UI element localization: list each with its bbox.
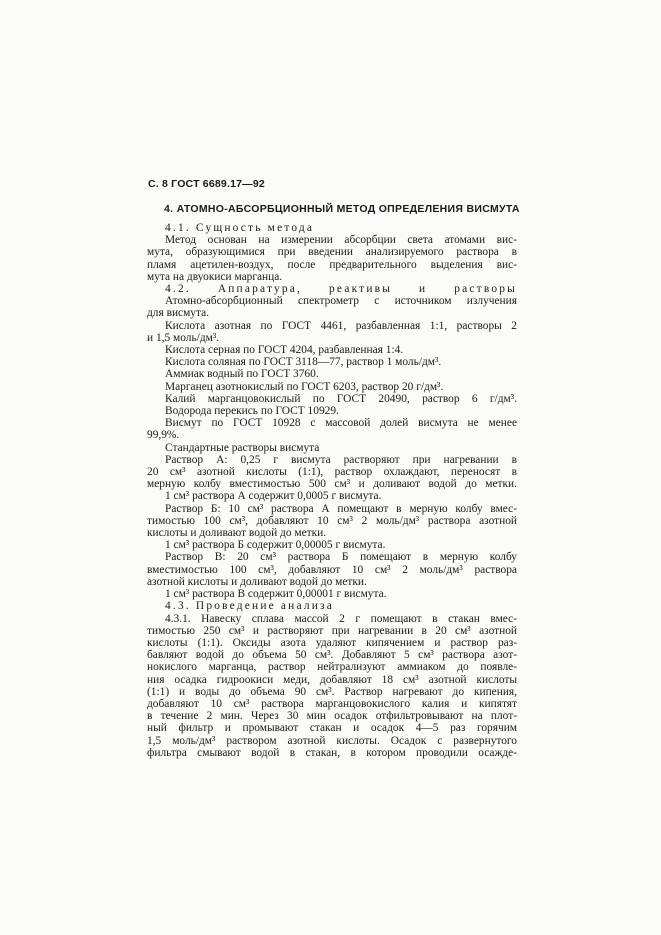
text-line: Кислота серная по ГОСТ 4204, разбавленная 1:4. [165, 344, 404, 357]
text-line: Метод основан на измерении абсорбции света атомами вис- [165, 234, 517, 247]
text-line: Стандартные растворы висмута [165, 441, 320, 454]
text-line: Висмут по ГОСТ 10928 с массовой долей висмута не менее [165, 417, 517, 430]
text-line: 4.3. Проведение анализа [165, 600, 334, 613]
text-line: 4.2. Аппаратура, реактивы и растворы [165, 283, 517, 296]
text-line: ния осадка гидроокиси меди, добавляют 18 см³ азотной кислоты [147, 673, 517, 686]
text-line: Водорода перекись по ГОСТ 10929. [165, 405, 339, 418]
text-line: кислоты (1:1). Оксиды азота удаляют кипячением и раствор раз- [147, 636, 517, 649]
text-line: (1:1) и воды до объема 90 см³. Раствор нагревают до кипения, [147, 685, 517, 698]
text-line: мута, образующимися при введении анализируемого раствора в [147, 246, 517, 259]
text-line: Атомно-абсорбционный спектрометр с источником излучения [165, 295, 517, 308]
text-line: 1 см³ раствора А содержит 0,0005 г висмута. [165, 490, 382, 503]
section-title: 4. АТОМНО-АБСОРБЦИОННЫЙ МЕТОД ОПРЕДЕЛЕНИЯ ВИСМУТА [164, 203, 520, 215]
text-line: пламя ацетилен-воздух, после предварительного выделения вис- [147, 258, 517, 271]
text-line: Раствор А: 0,25 г висмута растворяют при нагревании в [165, 453, 517, 466]
document-body [147, 222, 517, 759]
text-line: мерную колбу вместимостью 500 см³ и доливают водой до метки. [147, 478, 517, 491]
text-line: 4.3.1. Навеску сплава массой 2 г помещают в стакан вмес- [165, 612, 517, 625]
text-line: 4.1. Сущность метода [165, 222, 315, 234]
text-line: и 1,5 моль/дм³. [147, 331, 220, 344]
text-line: тимостью 250 см³ и растворяют при нагревании в 20 см³ азотной [147, 624, 517, 637]
text-line: азотной кислоты и доливают водой до метки. [147, 575, 367, 588]
text-line: добавляют 10 см³ раствора марганцовокислого калия и кипятят [147, 697, 517, 710]
text-line: 99,9%. [147, 429, 180, 442]
text-line: бавляют водой до объема 50 см³. Добавляют 5 см³ раствора азот- [147, 649, 517, 662]
text-line: ный фильтр и промывают стакан и осадок 4—5 раз горячим [147, 722, 517, 735]
text-line: 1 см³ раствора В содержит 0,00001 г висмута. [165, 588, 387, 601]
text-line: вместимостью 100 см³, добавляют 10 см³ 2 моль/дм³ раствора [147, 563, 517, 576]
text-line: кислоты и доливают водой до метки. [147, 527, 327, 540]
text-line: Марганец азотнокислый по ГОСТ 6203, раствор 20 г/дм³. [165, 380, 444, 393]
text-line: Раствор Б: 10 см³ раствора А помещают в мерную колбу вмес- [165, 502, 517, 515]
text-line: нокислого марганца, раствор нейтрализуют аммиаком до появле- [147, 661, 517, 674]
text-line: фильтра смывают водой в стакан, в котором проводили осажде- [147, 746, 517, 759]
text-line: 1 см³ раствора Б содержит 0,00005 г висмута. [165, 539, 386, 552]
text-line: для висмута. [147, 307, 210, 320]
text-line: Аммиак водный по ГОСТ 3760. [165, 368, 319, 381]
text-line: Калий марганцовокислый по ГОСТ 20490, раствор 6 г/дм³. [165, 392, 517, 405]
text-line: 1,5 моль/дм³ раствором азотной кислоты. Осадок с развернутого [147, 734, 517, 747]
page-header: С. 8 ГОСТ 6689.17—92 [148, 178, 265, 190]
text-line: тимостью 100 см³, добавляют 10 см³ 2 моль/дм³ раствора азотной [147, 514, 517, 527]
text-line: в течение 2 мин. Через 30 мин осадок отфильтровывают на плот- [147, 710, 517, 723]
text-line: мута на двуокиси марганца. [147, 270, 283, 283]
text-line: Раствор В: 20 см³ раствора Б помещают в мерную колбу [165, 551, 517, 564]
text-line: 20 см³ азотной кислоты (1:1), раствор охлаждают, переносят в [147, 466, 517, 479]
text-line: Кислота азотная по ГОСТ 4461, разбавленная 1:1, растворы 2 [165, 319, 517, 332]
text-line: Кислота соляная по ГОСТ 3118—77, раствор 1 моль/дм³. [165, 356, 442, 369]
